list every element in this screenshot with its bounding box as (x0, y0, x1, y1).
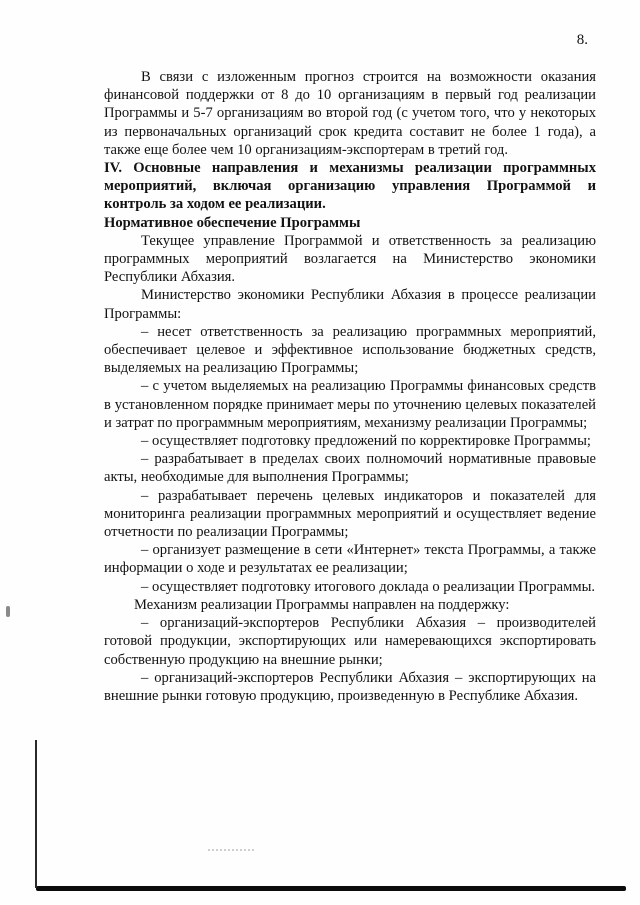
subsection-heading: Нормативное обеспечение Программы (104, 214, 361, 231)
page-number: 8. (576, 32, 588, 48)
section-heading: IV. Основные направления и механизмы реализации программных мероприятий, включая организацию управления Программой и контроль за ходом ее реализации. (104, 160, 596, 213)
list-item-legal-acts: – разрабатывает в пределах своих полномочий нормативные правовые акты, необходимые для выполнения Программы; (104, 451, 596, 486)
list-item-exporters-goods: – организаций-экспортеров Республики Абхазия – экспортирующих на внешние рынки готовую продукцию, произведенную в Республике Абхазия. (104, 669, 596, 704)
document-body (104, 68, 596, 705)
list-item-final-report: – осуществляет подготовку итогового доклада о реализации Программы. (141, 578, 596, 595)
list-item-internet: – организует размещение в сети «Интернет» текста Программы, а также информации о ходе и результатах ее реализации; (104, 542, 596, 577)
paragraph-management: Текущее управление Программой и ответственность за реализацию программных мероприятий возлагается на Министерство экономики Республики Абхазия. (104, 232, 596, 286)
scan-artifact-speck (6, 606, 10, 617)
list-item-responsibility: – несет ответственность за реализацию программных мероприятий, обеспечивает целевое и эффективное использование бюджетных средств, выделяемых на реализацию Программы; (104, 323, 596, 377)
scan-artifact-left-edge (35, 740, 37, 888)
list-item-funds-adjustment: – с учетом выделяемых на реализацию Программы финансовых средств в установленном порядке принимает меры по уточнению целевых показателей и затрат по программным мероприятиям, механизму реализации Программы; (104, 378, 596, 431)
scan-artifact-smudge (208, 844, 254, 851)
list-item-proposals: – осуществляет подготовку предложений по корректировке Программы; (141, 433, 591, 450)
paragraph-mechanism-intro: Механизм реализации Программы направлен на поддержку: (134, 596, 510, 613)
paragraph-ministry-intro: Министерство экономики Республики Абхазия в процессе реализации Программы: (104, 287, 596, 322)
scan-artifact-bottom-edge (36, 886, 626, 891)
intro-paragraph: В связи с изложенным прогноз строится на возможности оказания финансовой поддержки от 8 до 10 организациям в первый год реализации Программы и 5-7 организациям во второй год (с учетом того, что у некоторых из первоначальных организаций срок кредита составит не более 1 года), а также еще более чем 10 организациям-экспортерам в третий год. (104, 69, 596, 158)
list-item-exporters-producers: – организаций-экспортеров Республики Абхазия – производителей готовой продукции, экспортирующих или намеревающихся экспортировать собственную продукцию на внешние рынки; (104, 615, 596, 668)
list-item-indicators: – разрабатывает перечень целевых индикаторов и показателей для мониторинга реализации программных мероприятий и осуществляет ведение отчетности по реализации Программы; (104, 487, 596, 541)
